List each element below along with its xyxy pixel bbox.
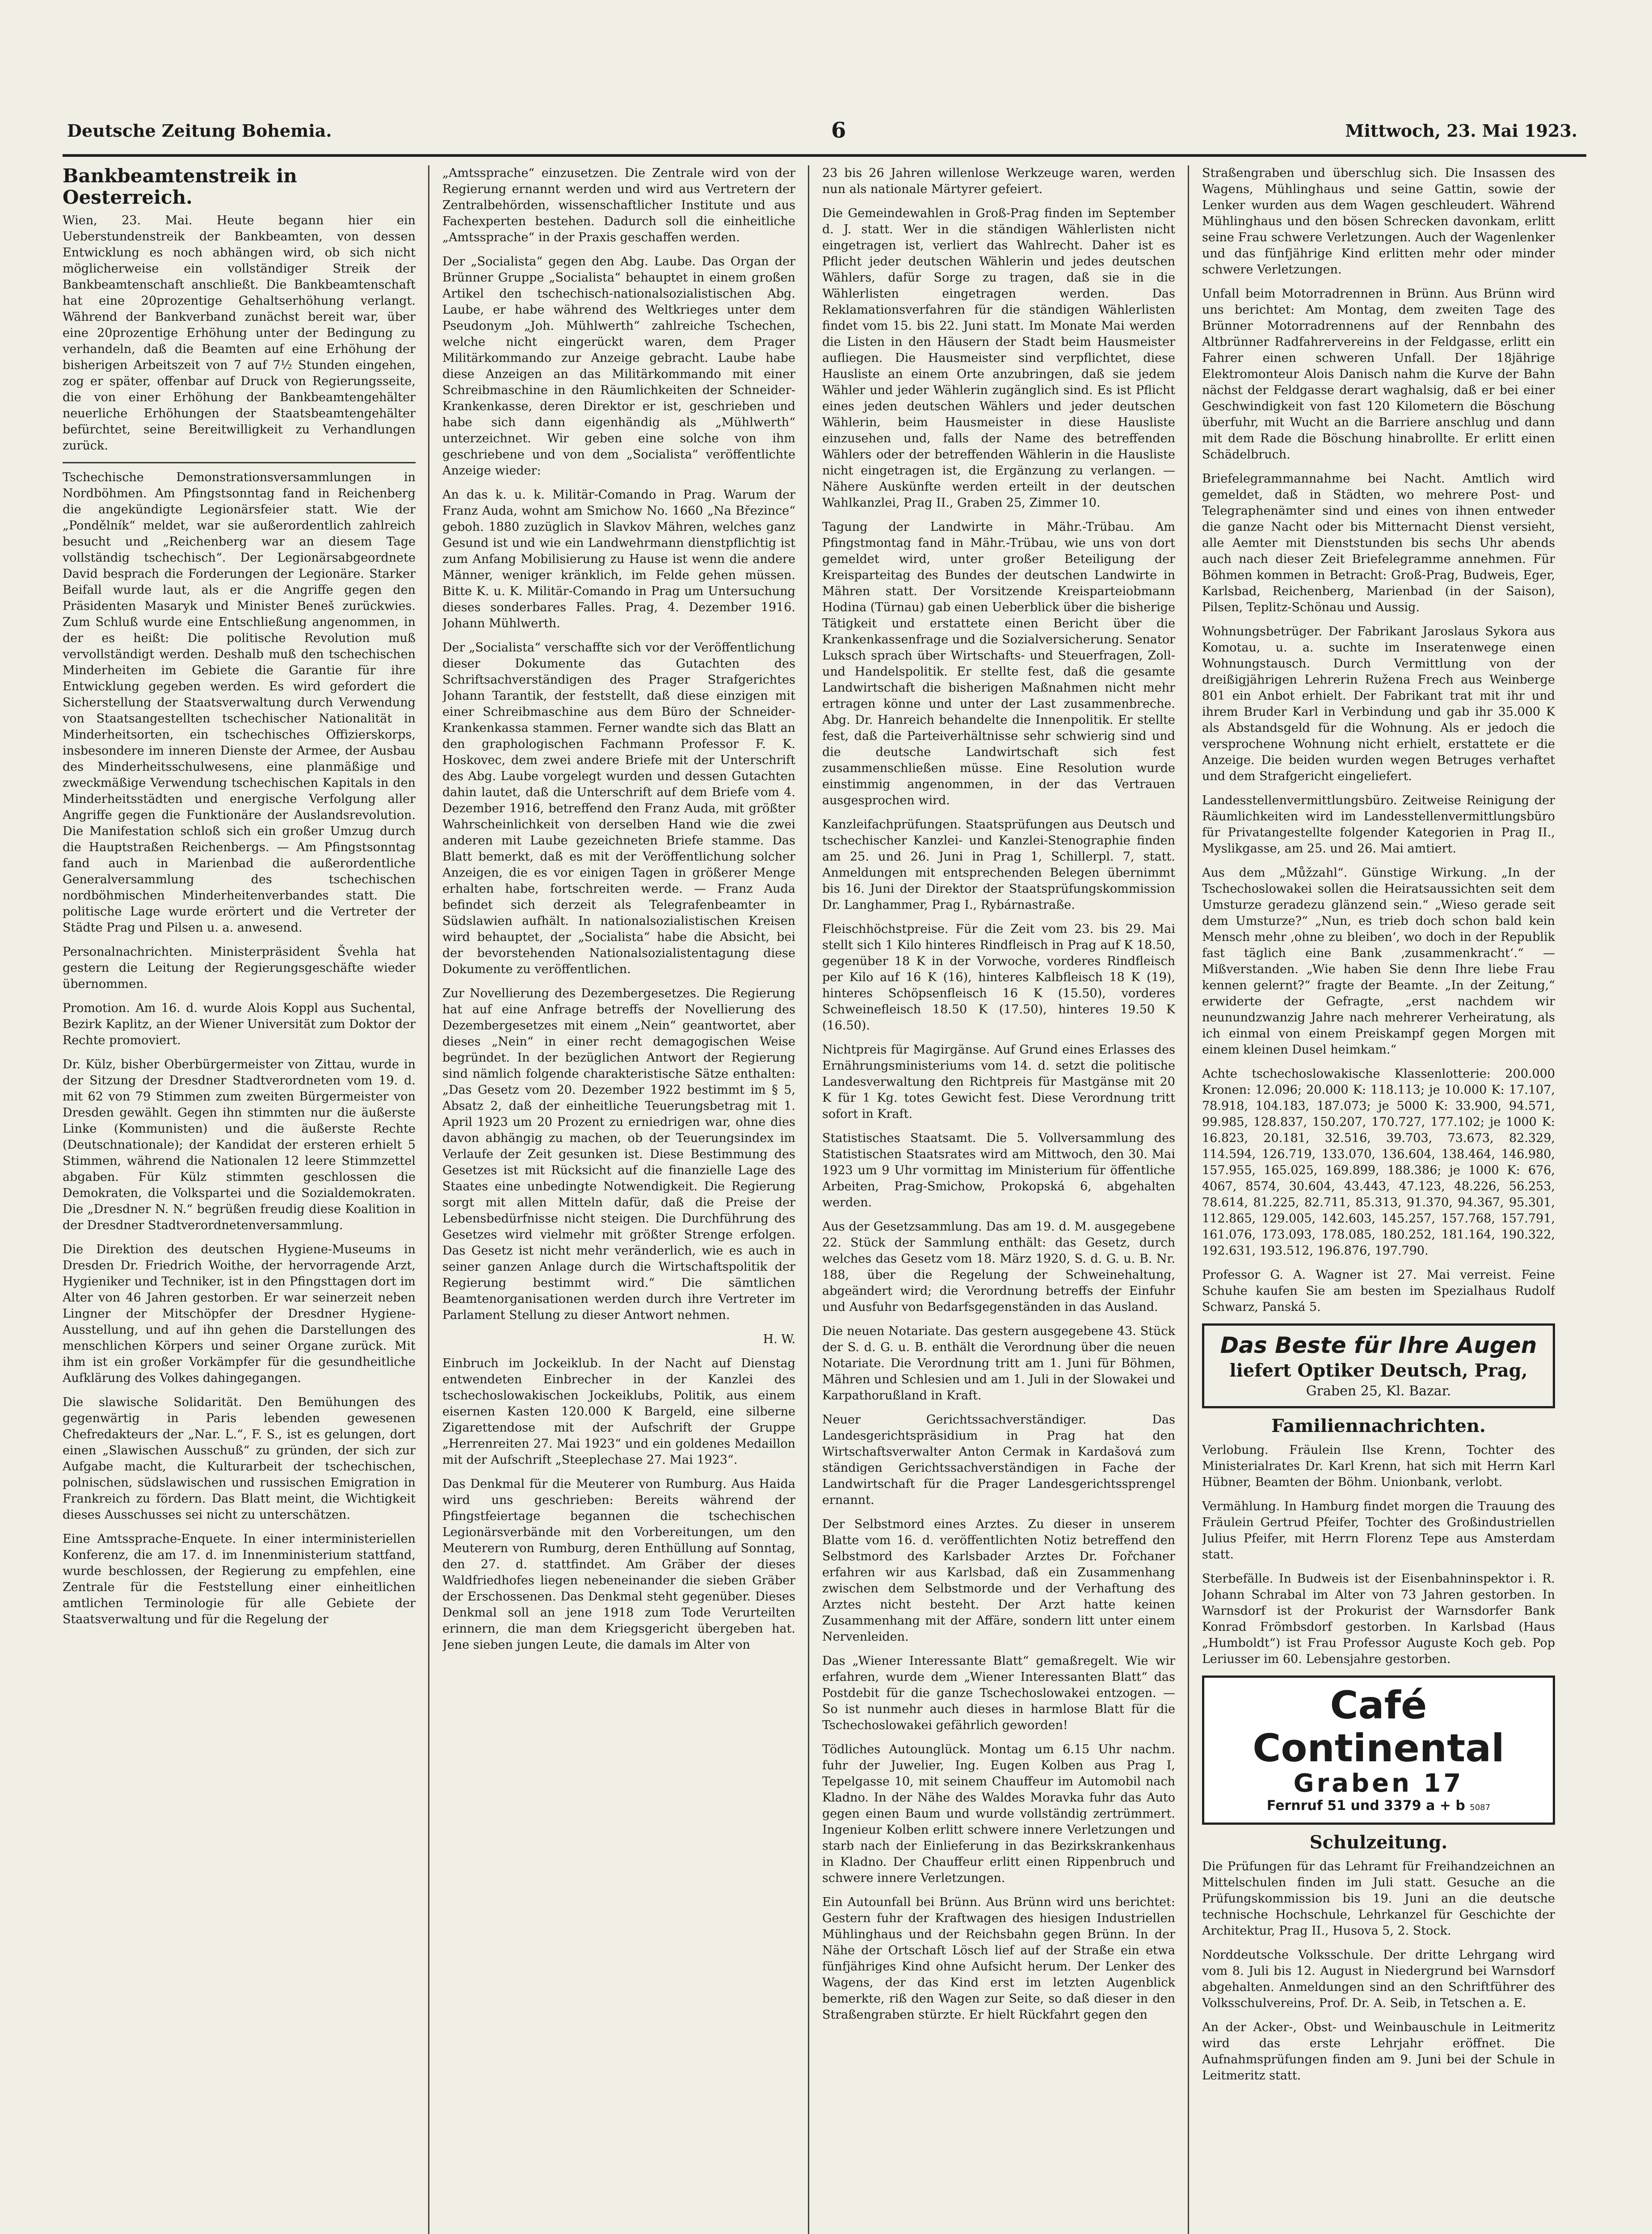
column-3 (822, 165, 1175, 2234)
article-paragraph: Die slawische Solidarität. Den Bemühungen des gegenwärtig in Paris lebenden gewesenen Chefredakteurs der „Nar. L.“, F. S., ist es gelungen, dort einen „Slawischen Ausschuß“ zu gründen, der sich zur Aufgabe macht, die Kulturarbeit der tschechischen, polnischen, südslawischen und russischen Emigration in Frankreich zu fördern. Das Blatt meint, die Wichtigkeit dieses Ausschusses sei nicht zu unterschätzen. (63, 1395, 416, 1522)
article-paragraph: Professor G. A. Wagner ist 27. Mai verreist. Feine Schuhe kaufen Sie am besten im Spezialhaus Rudolf Schwarz, Panská 5. (1202, 1268, 1555, 1314)
column-rule (808, 165, 809, 2234)
column-rule (1188, 165, 1189, 2234)
author-signature: H. W. (763, 1332, 795, 1346)
article-paragraph: Das Denkmal für die Meuterer von Rumburg. Aus Haida wird uns geschrieben: Bereits während der Pfingstfeiertage begannen die tschechischen Legionärsverbände mit den Vorbereitungen, um den Meuterern von Rumburg, deren Enthüllung auf Sonntag, den 27. d. stattfindet. Am Gräber der dieses Waldfriedhofes liegen nebeneinander die sieben Gräber der Erschossenen. Das Denkmal steht gegenüber. Dieses Denkmal soll an jene 1918 zum Tode Verurteilten erinnern, die man dem Kriegsgericht übergeben hat. Jene sieben jungen Leute, die damals im Alter von (442, 1477, 795, 1652)
page-header (67, 118, 1577, 147)
cafe-phone-text: Fernruf 51 und 3379 a + b (1266, 1798, 1465, 1814)
section-title-school: Schulzeitung. (1309, 1832, 1448, 1853)
article-paragraph: Die neuen Notariate. Das gestern ausgegebene 43. Stück der S. d. G. u. B. enthält die Verordnung über die neuen Notariate. Die Verordnung tritt am 1. Juni für Böhmen, Mähren und Schlesien und am 1. Juli in der Slowakei und Karpathorußland in Kraft. (822, 1324, 1175, 1403)
section-title-family: Familiennachrichten. (1271, 1415, 1486, 1436)
column-2 (442, 165, 795, 2234)
article-paragraph: Norddeutsche Volksschule. Der dritte Lehrgang wird vom 8. Juli bis 12. August in Niedergrund bei Warnsdorf abgehalten. Anmeldungen sind an den Schriftführer des Volksschulvereins, Prof. Dr. A. Seib, in Tetschen a. E. (1202, 1948, 1555, 2010)
article-paragraph: An der Acker-, Obst- und Weinbauschule in Leitmeritz wird das erste Lehrjahr eröffnet. Die Aufnahmsprüfungen finden am 9. Juni bei der Schule in Leitmeritz statt. (1202, 2020, 1555, 2083)
cafe-phone (1210, 1797, 1547, 1816)
article-paragraph: 23 bis 26 Jahren willenlose Werkzeuge waren, werden nun als nationale Märtyrer gefeiert. (822, 166, 1175, 196)
article-paragraph: Zur Novellierung des Dezembergesetzes. Die Regierung hat auf eine Anfrage betreffs der Novellierung des Dezembergesetzes mit einem „Nein“ geantwortet, aber dieses „Nein“ in einer recht demagogischen Weise begründet. In der bezüglichen Antwort der Regierung sind nämlich folgende charakteristische Sätze enthalten: „Das Gesetz vom 20. Dezember 1922 bestimmt im § 5, Absatz 2, daß der einheitliche Teuerungsbetrag mit 1. April 1923 um 20 Prozent zu erniedrigen war, ohne dies davon abhängig zu machen, ob der Teuerungsindex im Verlaufe der Zeit gesunken ist. Diese Bestimmung des Gesetzes ist mit Rücksicht auf die finanzielle Lage des Staates eine unbedingte Notwendigkeit. Die Regierung sorgt mit allen Mitteln dafür, daß die Preise der Lebensbedürfnisse nicht steigen. Die Durchführung des Gesetzes wird vielmehr mit größter Strenge erfolgen. Das Gesetz ist nicht mehr veränderlich, wie es auch in seiner ganzen Anlage durch die Wirtschaftspolitik der Regierung bestimmt wird.“ Die sämtlichen Beamtenorganisationen werden durch ihre Vertreter im Parlament Stellung zu dieser Antwort nehmen. (442, 987, 795, 1322)
article-paragraph: Straßengraben und überschlug sich. Die Insassen des Wagens, Mühlinghaus und seine Gattin, sowie der Lenker wurden aus dem Wagen geschleudert. Während Mühlinghaus und den bösen Schrecken davonkam, erlitt seine Frau schwere Verletzungen. Auch der Wagenlenker und das fünfjährige Kind erlitten mehr oder minder schwere Verletzungen. (1202, 166, 1555, 277)
article-paragraph: Der „Socialista“ verschaffte sich vor der Veröffentlichung dieser Dokumente das Gutachten des Schriftsachverständigen des Prager Strafgerichtes Johann Tarantik, der feststellt, daß diese einzigen mit einer Schreibmaschine aus dem Büro der Schneider-Krankenkassa stammen. Ferner wandte sich das Blatt an den graphologischen Fachmann Professor F. K. Hoskovec, dem zwei andere Briefe mit der Unterschrift des Abg. Laube vorgelegt wurden und dessen Gutachten dahin lautet, daß die Unterschrift auf dem Briefe vom 4. Dezember 1916, betreffend den Franz Auda, mit größter Wahrscheinlichkeit von derselben Hand wie die zwei anderen mit Laube gezeichneten Briefe stamme. Das Blatt bemerkt, daß es mit der Veröffentlichung solcher Anzeigen, die es vor einigen Tagen in größerer Menge erhalten habe, fortschreiten werde. — Franz Auda befindet sich derzeit als Telegrafenbeamter in Südslawien aufhält. In nationalsozialistischen Kreisen wird behauptet, der „Socialista“ habe die Absicht, bei der bevorstehenden Nationalsozialistentagung diese Dokumente zu veröffentlichen. (442, 641, 795, 976)
article-paragraph: Fleischhöchstpreise. Für die Zeit vom 23. bis 29. Mai stellt sich 1 Kilo hinteres Rindfleisch in Prag auf K 18.50, gegenüber 18 K in der Vorwoche, vorderes Rindfleisch per Kilo auf 16 K (16), hinteres Kalbfleisch 18 K (19), hinteres Schöpsenfleisch 16 K (15.50), vorderes Schweinefleisch 18.50 K (17.50), hinteres 19.50 K (16.50). (822, 922, 1175, 1033)
article-paragraph: Tagung der Landwirte in Mähr.-Trübau. Am Pfingstmontag fand in Mähr.-Trübau, wie uns von dort gemeldet wird, unter großer Beteiligung der Kreisparteitag des Bundes der deutschen Landwirte in Mähren statt. Der Vorsitzende Kreisparteiobmann Hodina (Türnau) gab einen Ueberblick über die bisherige Tätigkeit und erstattete einen Bericht über die Krankenkassenfrage und die Sozialversicherung. Senator Luksch sprach über Wirtschafts- und Steuerfragen, Zoll- und Handelspolitik. Er stellte fest, daß die gesamte Landwirtschaft die bisherigen Maßnahmen nicht mehr ertragen könne und unter der Last zusammenbreche. Abg. Dr. Hanreich behandelte die Innenpolitik. Er stellte fest, daß die Parteiverhältnisse sehr schwierig sind und die deutsche Landwirtschaft sich fest zusammenschließen müsse. Eine Resolution wurde einstimmig angenommen, in der das Vertrauen ausgesprochen wird. (822, 520, 1175, 807)
article-paragraph: Das „Wiener Interessante Blatt“ gemaßregelt. Wie wir erfahren, wurde dem „Wiener Interessanten Blatt“ das Postdebit für die ganze Tschechoslowakei entzogen. — So ist nunmehr auch dieses in harmlose Blatt für die Tschechoslowakei gefährlich geworden! (822, 1654, 1175, 1732)
article-paragraph: Neuer Gerichtssachverständiger. Das Landesgerichtspräsidium in Prag hat den Wirtschaftsverwalter Anton Cermak in Kardašová zum ständigen Gerichtssachverständigen in Fache der Landwirtschaft für die Prager Landesgerichtssprengel ernannt. (822, 1413, 1175, 1507)
article-paragraph: Unfall beim Motorradrennen in Brünn. Aus Brünn wird uns berichtet: Am Montag, dem zweiten Tage des Brünner Motorradrennens auf der Rennbahn des Altbrünner Radfahrervereins in der Feldgasse, erlitt ein Fahrer einen schweren Unfall. Der 18jährige Elektromonteur Alois Danisch nahm die Kurve der Bahn nächst der Feldgasse derart waghalsig, daß er bei einer Geschwindigkeit von fast 120 Kilometern die Böschung überfuhr, mit Wucht an die Barriere anschlug und dann mit dem Rade die Böschung hinabrollte. Er erlitt einen Schädelbruch. (1202, 287, 1555, 462)
ad-company: liefert Optiker Deutsch, Prag, (1229, 1360, 1528, 1381)
column-4 (1202, 165, 1555, 2234)
article-paragraph: Nichtpreis für Magirgänse. Auf Grund eines Erlasses des Ernährungsministeriums vom 14. d. setzt die politische Landesverwaltung den Richtpreis für Mastgänse mit 20 K für 1 Kg. totes Gewicht fest. Diese Verordnung tritt sofort in Kraft. (822, 1043, 1175, 1121)
article-paragraph: Landesstellenvermittlungsbüro. Zeitweise Reinigung der Räumlichkeiten wird im Landesstellenvermittlungsbüro für Privatangestellte folgender Kategorien in Prag II., Myslikgasse, am 25. und 26. Mai amtiert. (1202, 794, 1555, 856)
article-paragraph: Tschechische Demonstrationsversammlungen in Nordböhmen. Am Pfingstsonntag fand in Reichenberg die angekündigte Legionärsfeier statt. Wie der „Pondělník“ meldet, war sie außerordentlich zahlreich besucht und „Reichenberg war an diesem Tage vollständig tschechisch“. Der Legionärsabgeordnete David besprach die Forderungen der Legionäre. Starker Beifall wurde laut, als er die Angriffe gegen den Präsidenten Masaryk und Minister Beneš zurückwies. Zum Schluß wurde eine Entschließung angenommen, in der es heißt: Die politische Revolution muß vervollständigt werden. Deshalb muß den tschechischen Minderheiten im Gebiete die Garantie für ihre Entwicklung gegeben werden. Es wird gefordert die Sicherstellung der Staatsverwaltung durch Verwendung von Staatsangestellten tschechischer Nationalität in Minderheitsorten, ein tschechisches Offizierskorps, insbesondere im inneren Dienste der Armee, der Ausbau des Minderheitsschulwesens, eine planmäßige und zweckmäßige Verwendung tschechischen Kapitals in den Minderheitsstädten und energische Verfolgung aller Angriffe gegen die Funktionäre der Auslandsrevolution. Die Manifestation schloß sich ein großer Umzug durch die Hauptstraßen Reichenbergs. — Am Pfingstsonntag fand auch in Marienbad die außerordentliche Generalversammlung des tschechischen nordböhmischen Minderheitenverbandes statt. Die politische Lage wurde erörtert und die Vertreter der Städte Prag und Pilsen u. a. anwesend. (63, 470, 416, 935)
column-1 (63, 165, 416, 2234)
article-paragraph: Briefelegrammannahme bei Nacht. Amtlich wird gemeldet, daß in Städten, wo mehrere Post- und Telegraphenämter sind und eines von ihnen entweder die ganze Nacht oder bis Mitternacht Dienst versieht, alle Aemter mit Dienststunden bis sechs Uhr abends auch nach dieser Zeit Briefelegramme annehmen. Für Böhmen kommen in Betracht: Groß-Prag, Budweis, Eger, Karlsbad, Reichenberg, Marienbad (in der Saison), Pilsen, Teplitz-Schönau und Aussig. (1202, 472, 1555, 614)
column-rule (428, 165, 429, 2234)
article-paragraph: Der Selbstmord eines Arztes. Zu dieser in unserem Blatte vom 16. d. veröffentlichten Notiz betreffend den Selbstmord des Karlsbader Arztes Dr. Fořchaner erfahren wir aus Karlsbad, daß ein Zusammenhang zwischen dem Selbstmorde und der Verhaftung des Arztes nicht besteht. Der Arzt hatte keinen Zusammenhang mit der Affäre, sondern litt unter einem Nervenleiden. (822, 1517, 1175, 1644)
page-number: 6 (831, 118, 846, 143)
quoted-letter: An das k. u. k. Militär-Comando in Prag. Warum der Franz Auda, wohnt am Smichow No. 1660 „Na Březince“ geboh. 1880 zuzüglich in Slavkov Mähren, welches ganz Gesund ist und wie ein Landwehrmann dienstpflichtig ist zum Anfang Mobilisierung zu Hause ist wenn die andere Männer, weniger kränklich, im Felde gehen müssen. Bitte K. u. K. Militär-Comando in Prag um Untersuchung dieses sonderbares Falles. Prag, 4. Dezember 1916. Johann Mühlwerth. (442, 488, 795, 630)
article-paragraph: Sterbefälle. In Budweis ist der Eisenbahninspektor i. R. Johann Schrabal im Alter von 73 Jahren gestorben. In Warnsdorf ist der Prokurist der Warnsdorfer Bank Konrad Frömbsdorf gestorben. In Karlsbad (Haus „Humboldt“) ist Frau Professor Auguste Koch geb. Pop Leriusser im 60. Lebensjahre gestorben. (1202, 1572, 1555, 1666)
article-paragraph: Ein Autounfall bei Brünn. Aus Brünn wird uns berichtet: Gestern fuhr der Kraftwagen des hiesigen Industriellen Mühlinghaus und der Reichsbahn gegen Brünn. In der Nähe der Ortschaft Lösch lief auf der Straße ein etwa fünfjähriges Kind ohne Aufsicht herum. Der Lenker des Wagens, der das Kind erst im letzten Augenblick bemerkte, riß den Wagen zur Seite, so daß dieser in den Straßengraben stürzte. Er hielt Rückfahrt gegen den (822, 1895, 1175, 2022)
article-paragraph: Kanzleifachprüfungen. Staatsprüfungen aus Deutsch und tschechischer Kanzlei- und Kanzlei-Stenographie finden am 25. und 26. Juni in Prag 1, Schillerpl. 7, statt. Anmeldungen mit entsprechenden Belegen übernimmt bis 16. Juni der Direktor der Staatsprüfungskommission Dr. Langhammer, Prag I., Rybárnastraße. (822, 818, 1175, 912)
article-paragraph: Einbruch im Jockeiklub. In der Nacht auf Dienstag entwendeten Einbrecher in der Kanzlei des tschechoslowakischen Jockeiklubs, Politik, aus einem eisernen Kasten 120.000 K Bargeld, eine silberne Zigarettendose mit der Aufschrift der Gruppe „Herrenreiten 27. Mai 1923“ und ein goldenes Medaillon mit der Aufschrift „Steeplechase 27. Mai 1923“. (442, 1356, 795, 1467)
header-rule (63, 154, 1586, 157)
ad-code: 5087 (1470, 1803, 1491, 1812)
article-paragraph: Aus dem „Můžzahl“. Günstige Wirkung. „In der Tschechoslowakei sollen die Heiratsaussichten seit dem Umsturze geradezu glänzend sein.“ „Wieso gerade seit dem Umsturze?“ „Nun, es trieb doch schon bald kein Mensch mehr ‚ohne zu bleiben‘, wo doch in der Republik fast täglich eine Bank ‚zusammenkracht‘.“ — Mißverstanden. „Wie haben Sie denn Ihre liebe Frau kennen gelernt?“ fragte der Beamte. „In der Zeitung,“ erwiderte der Gefragte, „erst nachdem wir neunundzwanzig Jahre nach mehrerer Verheiratung, als ich einmal von einem Preiskampf gegen Morgen mit einem kleinen Dusel heimkam.“ (1202, 866, 1555, 1057)
ad-address: Graben 25, Kl. Bazar. (1306, 1383, 1451, 1399)
article-paragraph: Wohnungsbetrüger. Der Fabrikant Jaroslaus Sykora aus Komotau, u. a. suchte im Inseratenwege einen Wohnungstausch. Durch Vermittlung von der dreißigjährigen Lehrerin Ružena Frech aus Weinberge 801 ein Anbot erhielt. Der Fabrikant trat mit ihr und ihrem Bruder Karl in Verbindung und gab ihr 35.000 K als Abstandsgeld für die Wohnung. Als er jedoch die versprochene Wohnung nicht erhielt, erstattete er die Anzeige. Die beiden wurden wegen Betruges verhaftet und dem Strafgericht eingeliefert. (1202, 625, 1555, 783)
article-paragraph: Dr. Külz, bisher Oberbürgermeister von Zittau, wurde in der Sitzung der Dresdner Stadtverordneten vom 19. d. mit 62 von 79 Stimmen zum zweiten Bürgermeister von Dresden gewählt. Gegen ihn stimmten nur die äußerste Linke (Kommunisten) und die äußerste Rechte (Deutschnationale); der Kandidat der ersteren erhielt 5 Stimmen, während die Nationalen 12 leere Stimmzettel abgaben. Für Külz stimmten geschlossen die Demokraten, die Volkspartei und die Sozialdemokraten. Die „Dresdner N. N.“ begrüßen freudig diese Koalition in der Dresdner Stadtverordnetenversammlung. (63, 1058, 416, 1232)
article-paragraph: Vermählung. In Hamburg findet morgen die Trauung des Fräulein Gertrud Pfeifer, Tochter des Großindustriellen Julius Pfeifer, mit Herrn Florenz Tepe aus Amsterdam statt. (1202, 1499, 1555, 1562)
article-paragraph: Aus der Gesetzsammlung. Das am 19. d. M. ausgegebene 22. Stück der Sammlung enthält: das Gesetz, durch welches das Gesetz vom 18. März 1920, S. d. G. u. B. Nr. 188, über die Regelung der Schweinehaltung, abgeändert wird; die Verordnung betreffs der Einfuhr und Ausfuhr von Bedarfsgegenständen in das Ausland. (822, 1220, 1175, 1314)
newspaper-title: Deutsche Zeitung Bohemia. (67, 121, 332, 141)
cafe-name: Café Continental (1253, 1683, 1505, 1771)
article-paragraph: Die Direktion des deutschen Hygiene-Museums in Dresden Dr. Friedrich Woithe, der hervorragende Arzt, Hygieniker und Techniker, ist in den Pfingsttagen dort im Alter von 46 Jahren gestorben. Er war seinerzeit neben Lingner der Mitschöpfer der Dresdner Hygiene-Ausstellung, und auf ihn gehen die Darstellungen des menschlichen Körpers und seiner Organe zurück. Mit ihm ist ein großer Vorkämpfer für die gesundheitliche Aufklärung des Volkes dahingegangen. (63, 1243, 416, 1385)
lottery-results: Achte tschechoslowakische Klassenlotterie: 200.000 Kronen: 12.096; 20.000 K: 118.113; je 10.000 K: 17.107, 78.918, 104.183, 187.073; je 5000 K: 33.900, 94.571, 99.985, 128.837, 150.207, 170.727, 177.102; je 1000 K: 16.823, 20.181, 32.516, 39.703, 73.673, 82.329, 114.594, 126.719, 133.070, 136.604, 138.464, 146.980, 157.955, 165.025, 169.899, 188.386; je 1000 K: 676, 4067, 8574, 30.604, 43.443, 47.123, 48.226, 56.253, 78.614, 81.225, 82.711, 85.313, 91.370, 94.367, 95.301, 112.865, 129.005, 142.603, 145.257, 157.768, 157.791, 161.076, 173.093, 178.085, 180.252, 181.164, 190.322, 192.631, 193.512, 196.876, 197.790. (1202, 1067, 1555, 1258)
optician-advertisement (1202, 1323, 1555, 1408)
article-paragraph: Statistisches Staatsamt. Die 5. Vollversammlung des Statistischen Staatsrates wird am Mittwoch, den 30. Mai 1923 um 9 Uhr vormittag im Ministerium für öffentliche Arbeiten, Prag-Smichow, Prokopská 6, abgehalten werden. (822, 1131, 1175, 1209)
article-paragraph: Eine Amtssprache-Enquete. In einer interministeriellen Konferenz, die am 17. d. im Innenministerium stattfand, wurde beschlossen, der Regierung zu empfehlen, eine Zentrale für die Feststellung einer einheitlichen amtlichen Terminologie für alle Gebiete der Staatsverwaltung und für die Regelung der (63, 1532, 416, 1626)
cafe-address: Graben 17 (1293, 1769, 1464, 1798)
cafe-advertisement (1202, 1676, 1555, 1825)
article-paragraph: „Amtssprache“ einzusetzen. Die Zentrale wird von der Regierung ernannt werden und wird aus Vertretern der Zentralbehörden, wissenschaftlicher Institute und aus Fachexperten bestehen. Dadurch soll die einheitliche „Amtssprache“ in der Praxis geschaffen werden. (442, 166, 795, 244)
article-divider (63, 462, 416, 463)
article-paragraph: Tödliches Autounglück. Montag um 6.15 Uhr nachm. fuhr der Juwelier, Ing. Eugen Kolben aus Prag I, Tepelgasse 10, mit seinem Chauffeur im Automobil nach Kladno. In der Nähe des Waldes Moravka fuhr das Auto gegen einen Baum und wurde vollständig zertrümmert. Ingenieur Kolben erlitt schwere innere Verletzungen und starb nach der Einlieferung in das Bezirkskrankenhaus in Kladno. Der Chauffeur erlitt einen Rippenbruch und schwere innere Verletzungen. (822, 1743, 1175, 1885)
article-paragraph: Der „Socialista“ gegen den Abg. Laube. Das Organ der Brünner Gruppe „Socialista“ behauptet in einem großen Artikel den tschechisch-nationalsozialistischen Abg. Laube, er habe während des Weltkrieges unter dem Pseudonym „Joh. Mühlwerth“ zahlreiche Tschechen, welche nicht eingerückt waren, dem Prager Militärkommando zur Anzeige gebracht. Laube habe diese Anzeigen an das Militärkommando mit einer Schreibmaschine in den Räumlichkeiten der Schneider-Krankenkasse, deren Direktor er ist, geschrieben und habe sich dann eigenhändig als „Mühlwerth“ unterzeichnet. Wir geben eine solche von ihm geschriebene und von dem „Socialista“ veröffentlichte Anzeige wieder: (442, 255, 795, 478)
article-paragraph: Personalnachrichten. Ministerpräsident Švehla hat gestern die Leitung der Regierungsgeschäfte wieder übernommen. (63, 945, 416, 991)
article-paragraph: Die Gemeindewahlen in Groß-Prag finden im September d. J. statt. Wer in die ständigen Wählerlisten nicht eingetragen ist, verliert das Wahlrecht. Daher ist es Pflicht jeder deutschen Wählerin und jedes deutschen Wählers, dafür Sorge zu tragen, daß sie in die Wählerlisten eingetragen werden. Das Reklamationsverfahren für die ständigen Wählerlisten findet vom 15. bis 22. Juni statt. Im Monate Mai werden die Listen in den Häusern der Stadt beim Hausmeister aufliegen. Die Hausmeister sind verpflichtet, diese Hausliste an einem Orte anzubringen, daß sie jedem Wähler und jeder Wählerin zugänglich sind. Es ist Pflicht eines jeden deutschen Wählers und jeder deutschen Wählerin, beim Hausmeister in diese Hausliste einzusehen und, falls der Name des betreffenden Wählers oder der betreffenden Wählerin in die Hausliste nicht eingetragen ist, die Ergänzung zu verlangen. — Nähere Auskünfte werden erteilt in der deutschen Wahlkanzlei, Prag II., Graben 25, Zimmer 10. (822, 206, 1175, 510)
ad-headline: Das Beste für Ihre Augen (1220, 1332, 1537, 1358)
issue-date: Mittwoch, 23. Mai 1923. (1345, 121, 1577, 141)
article-paragraph: Verlobung. Fräulein Ilse Krenn, Tochter des Ministerialrates Dr. Karl Krenn, hat sich mit Herrn Karl Hübner, Beamten der Böhm. Unionbank, verlobt. (1202, 1443, 1555, 1489)
article-paragraph: Wien, 23. Mai. Heute begann hier ein Ueberstundenstreik der Bankbeamten, von dessen Entwicklung es noch abhängen wird, ob sich nicht möglicherweise ein vollständiger Streik der Bankbeamtenschaft anschließt. Die Bankbeamtenschaft hat eine 20prozentige Gehaltserhöhung verlangt. Während der Bankverband zunächst bereit war, über eine 20prozentige Erhöhung unter der Bedingung zu verhandeln, daß die Beamten auf eine Erhöhung der bisherigen Arbeitszeit von 7 auf 7½ Stunden eingehen, zog er später, offenbar auf Druck von Regierungsseite, die von einer Erhöhung der Bankbeamtengehälter neuerliche Erhöhungen der Staatsbeamtengehälter befürchtet, seine Bereitwilligkeit zu Verhandlungen zurück. (63, 214, 416, 453)
article-heading: Bankbeamtenstreik in Oesterreich. (63, 165, 297, 208)
article-paragraph: Die Prüfungen für das Lehramt für Freihandzeichnen an Mittelschulen finden im Juli statt. Gesuche an die Prüfungskommission bis 19. Juni an die deutsche technische Hochschule, Lehrkanzel für Geschichte der Architektur, Prag II., Husova 5, 2. Stock. (1202, 1860, 1555, 1938)
article-paragraph: Promotion. Am 16. d. wurde Alois Koppl aus Suchental, Bezirk Kaplitz, an der Wiener Universität zum Doktor der Rechte promoviert. (63, 1001, 416, 1047)
